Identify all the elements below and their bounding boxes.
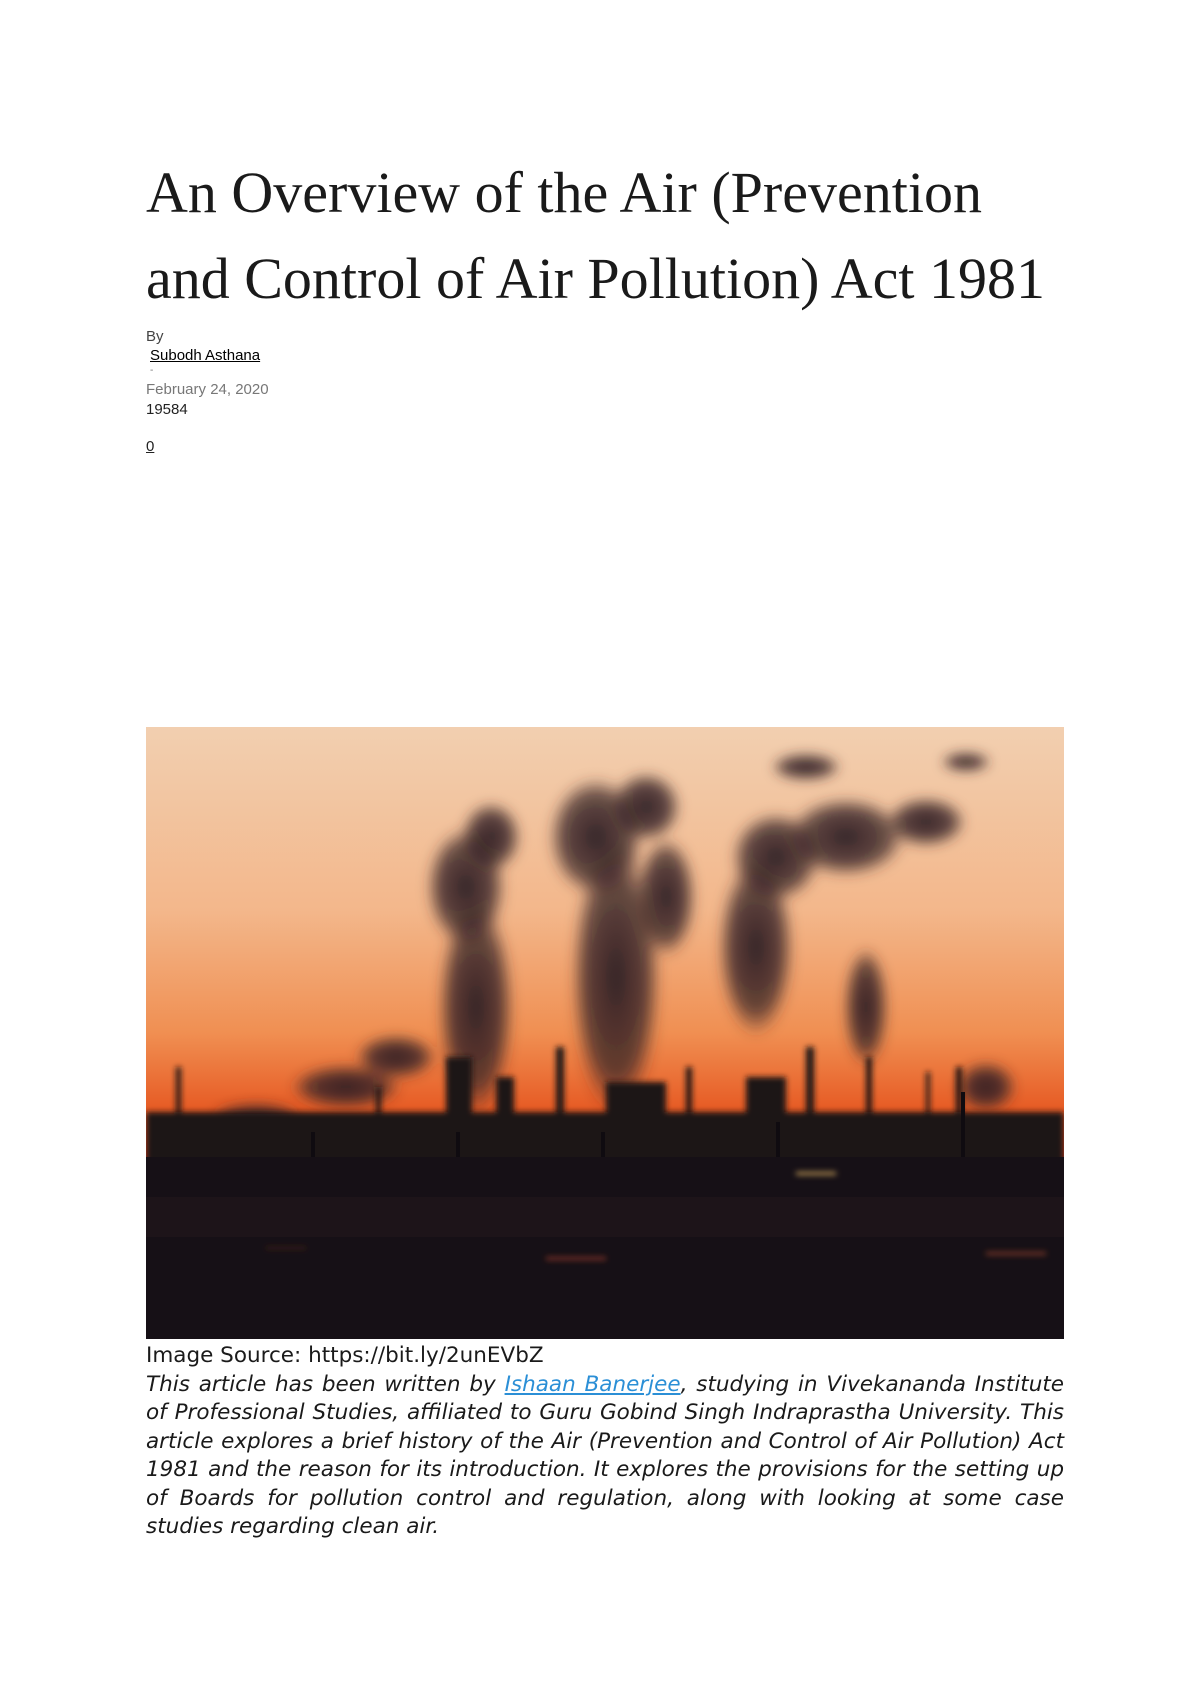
article-meta: [146, 328, 1064, 455]
view-count: 19584: [146, 401, 188, 418]
publish-date: February 24, 2020: [146, 381, 269, 398]
comment-count-link[interactable]: 0: [146, 438, 155, 455]
article-body: [146, 1342, 1064, 1542]
intro-paragraph: [146, 1371, 1064, 1542]
hero-image: [146, 727, 1064, 1339]
article-title: An Overview of the Air (Prevention and Control of Air Pollution) Act 1981: [146, 160, 1045, 311]
author-link[interactable]: Subodh Asthana: [150, 347, 261, 364]
byline-label: By: [146, 328, 164, 345]
image-caption: Image Source: https://bit.ly/2unEVbZ: [146, 1343, 544, 1368]
contributor-link[interactable]: Ishaan Banerjee: [504, 1371, 681, 1397]
article-header: [146, 150, 1064, 455]
intro-text-rest: , studying in Vivekananda Institute of Professional Studies, affiliated to Guru Gobind Singh Indraprastha University. This article explores a brief history of the Air (Prevention and Control of Air Pollution) Act 1981 and the reason for its introduction. It explores the provisions for the setting up of Boards for pollution control and regulation, along with looking at some case studies regarding clean air.: [146, 1371, 1065, 1539]
intro-text-start: This article has been written by: [146, 1371, 505, 1397]
meta-separator: -: [150, 365, 154, 376]
